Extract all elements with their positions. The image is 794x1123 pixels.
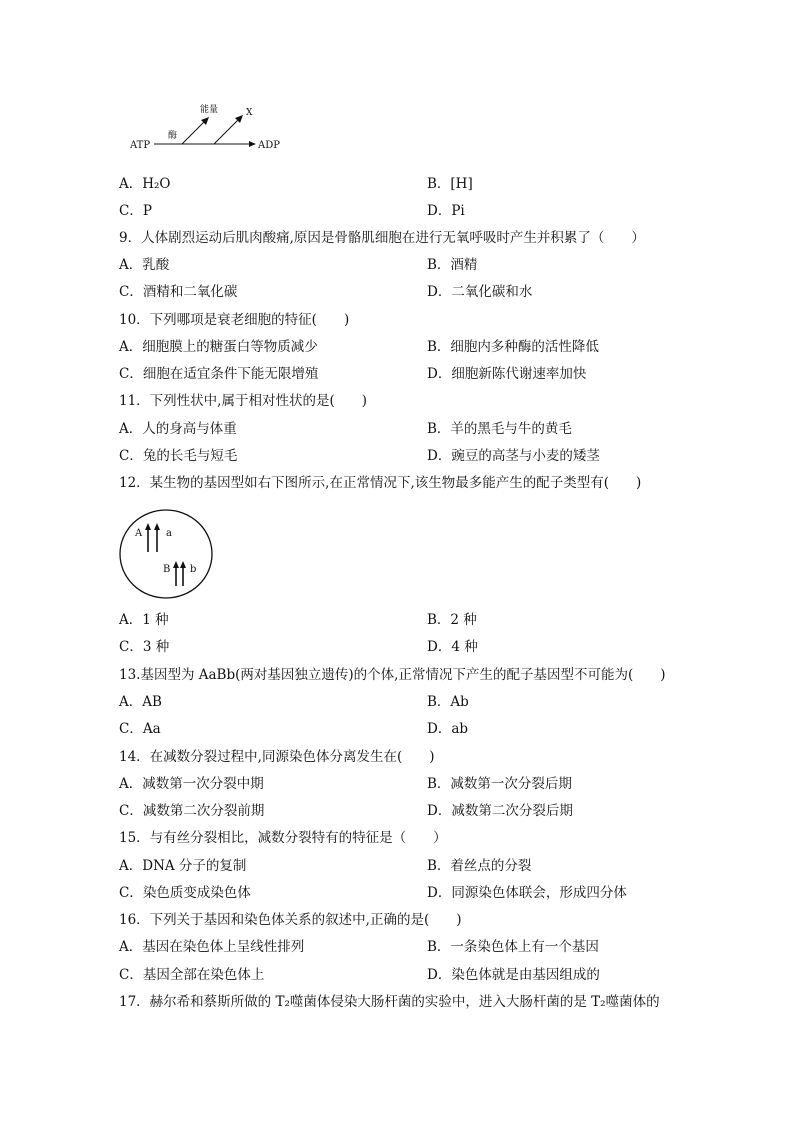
q8-option-b: B．[H] bbox=[427, 176, 473, 192]
x-arrow-line bbox=[214, 118, 240, 144]
q8-option-c: C．P bbox=[119, 203, 152, 219]
adp-label: ADP bbox=[258, 140, 280, 151]
atp-adp-diagram bbox=[128, 100, 298, 156]
q16-stem: 16．下列关于基因和染色体关系的叙述中,正确的是( ) bbox=[119, 912, 462, 928]
q15-option-a: A．DNA 分子的复制 bbox=[119, 858, 247, 874]
q9-option-a: A．乳酸 bbox=[119, 257, 170, 273]
x-label: X bbox=[246, 108, 253, 118]
cell-outline bbox=[120, 510, 212, 598]
q14-option-c: C．减数第二次分裂前期 bbox=[119, 803, 265, 819]
q17-stem: 17．赫尔希和蔡斯所做的 T₂噬菌体侵染大肠杆菌的实验中，进入大肠杆菌的是 T₂噬菌体的 bbox=[119, 994, 660, 1010]
q16-option-d: D．染色体就是由基因组成的 bbox=[427, 967, 600, 983]
q16-option-a: A．基因在染色体上呈线性排列 bbox=[119, 939, 305, 955]
allele-b-label: b bbox=[190, 564, 197, 575]
atp-label: ATP bbox=[130, 140, 151, 151]
q9-option-c: C．酒精和二氧化碳 bbox=[119, 284, 238, 300]
chromosome-B-tip bbox=[173, 561, 179, 568]
q11-option-d: D．豌豆的高茎与小麦的矮茎 bbox=[427, 448, 600, 464]
q15-stem: 15．与有丝分裂相比，减数分裂特有的特征是（ ） bbox=[119, 830, 447, 846]
q16-option-c: C．基因全部在染色体上 bbox=[119, 967, 265, 983]
q8-option-d: D．Pi bbox=[427, 203, 465, 219]
q14-option-a: A．减数第一次分裂中期 bbox=[119, 776, 264, 792]
q16-option-b: B．一条染色体上有一个基因 bbox=[427, 939, 599, 955]
q12-option-b: B．2 种 bbox=[427, 612, 477, 628]
energy-arrow-line bbox=[182, 120, 206, 144]
allele-a-label: a bbox=[166, 528, 172, 539]
allele-B-label: B bbox=[163, 564, 171, 575]
q10-option-d: D．细胞新陈代谢速率加快 bbox=[427, 366, 587, 382]
q14-option-d: D．减数第二次分裂后期 bbox=[427, 803, 573, 819]
q15-option-b: B．着丝点的分裂 bbox=[427, 858, 532, 874]
q10-option-c: C．细胞在适宜条件下能无限增殖 bbox=[119, 366, 319, 382]
q13-option-b: B．Ab bbox=[427, 694, 469, 710]
q13-stem: 13.基因型为 AaBb(两对基因独立遗传)的个体,正常情况下产生的配子基因型不可能为( ) bbox=[119, 667, 666, 683]
q12-option-a: A．1 种 bbox=[119, 612, 169, 628]
q11-stem: 11．下列性状中,属于相对性状的是( ) bbox=[119, 393, 368, 409]
q13-option-a: A．AB bbox=[119, 694, 162, 710]
q10-option-a: A．细胞膜上的糖蛋白等物质减少 bbox=[119, 339, 318, 355]
main-arrow-head bbox=[249, 141, 256, 147]
chromosome-A-tip bbox=[145, 523, 151, 530]
q11-option-b: B．羊的黑毛与牛的黄毛 bbox=[427, 421, 572, 437]
allele-A-label: A bbox=[135, 528, 143, 539]
q13-option-c: C．Aa bbox=[119, 721, 161, 737]
energy-label: 能量 bbox=[200, 105, 219, 115]
q14-option-b: B．减数第一次分裂后期 bbox=[427, 776, 572, 792]
q12-option-c: C．3 种 bbox=[119, 639, 170, 655]
q14-stem: 14．在减数分裂过程中,同源染色体分离发生在( ) bbox=[119, 749, 435, 765]
q12-option-d: D．4 种 bbox=[427, 639, 478, 655]
q9-option-b: B．酒精 bbox=[427, 257, 478, 273]
q10-option-b: B．细胞内多种酶的活性降低 bbox=[427, 339, 599, 355]
q12-stem: 12．某生物的基因型如右下图所示,在正常情况下,该生物最多能产生的配子类型有( ) bbox=[119, 475, 642, 491]
q10-stem: 10．下列哪项是衰老细胞的特征( ) bbox=[119, 312, 350, 328]
q9-option-d: D．二氧化碳和水 bbox=[427, 284, 533, 300]
chromosome-a-tip bbox=[154, 523, 160, 530]
q11-option-c: C．兔的长毛与短毛 bbox=[119, 448, 238, 464]
chromosome-b-tip bbox=[180, 561, 186, 568]
q8-option-a: A．H₂O bbox=[119, 176, 171, 192]
q9-stem: 9．人体剧烈运动后肌肉酸痛,原因是骨骼肌细胞在进行无氧呼吸时产生并积累了（ ） bbox=[119, 230, 645, 246]
enzyme-label: 酶 bbox=[168, 131, 178, 141]
q11-option-a: A．人的身高与体重 bbox=[119, 421, 237, 437]
q15-option-d: D．同源染色体联会，形成四分体 bbox=[427, 885, 627, 901]
q15-option-c: C．染色质变成染色体 bbox=[119, 885, 251, 901]
cell-genotype-diagram bbox=[118, 508, 218, 600]
q13-option-d: D．ab bbox=[427, 721, 469, 737]
